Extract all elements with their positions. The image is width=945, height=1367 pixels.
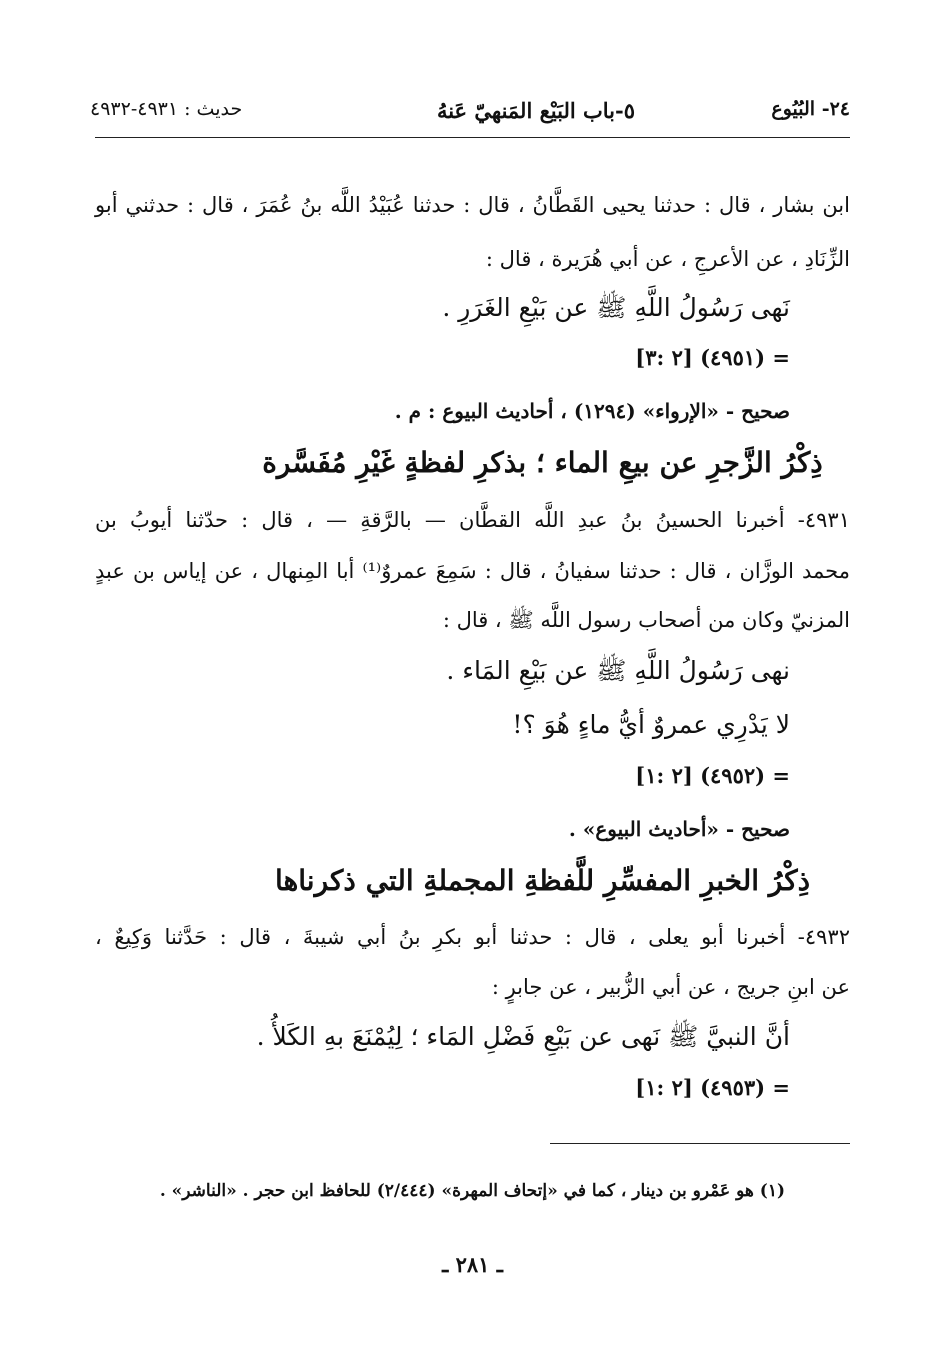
text-line: ابن بشار ، قال : حدثنا يحيى القَطَّانُ ، قال : حدثنا عُبَيْدُ اللَّه بنُ عُمَرَ ، قال : حدثني أبو <box>95 193 850 217</box>
text-line: عن ابنِ جريج ، عن أبي الزُّبير ، عن جابرٍ : <box>491 975 850 999</box>
header-rule <box>95 137 850 138</box>
hadith-quote: أنَّ النبيَّ ﷺ نَهى عن بَيْعِ فَضْلِ المَاء ؛ لِيُمْنَعَ بهِ الكَلأُ . <box>256 1022 790 1051</box>
chapter-title: ٥-باب البَيْع المَنهيّ عَنهُ <box>436 98 635 123</box>
grading-note: صحيح - «أحاديث البيوع» . <box>568 817 790 841</box>
hadith-quote: نهى رَسُولُ اللَّهِ ﷺ عن بَيْعِ المَاء . <box>446 656 790 685</box>
book-title: ٢٤- البُيُوع <box>771 98 850 120</box>
hadith-range: حديث : ٤٩٣١-٤٩٣٢ <box>90 98 243 120</box>
text-line: الزِّنَادِ ، عن الأعرجِ ، عن أبي هُرَيرة ، قال : <box>485 247 850 271</box>
running-header <box>90 98 850 132</box>
text-line: ٤٩٣١- أخبرنا الحسينُ بنُ عبدِ اللَّه القطَّان — بالرَّقةِ — ، قال : حدّثنا أيوبُ بن <box>95 508 850 532</box>
page-number: ـ ٢٨١ ـ <box>442 1252 503 1277</box>
cross-reference: = (٤٩٥٣) [٢ :١] <box>635 1075 790 1100</box>
section-heading: ذِكْرُ الزَّجرِ عن بيعِ الماء ؛ بذكرِ لفظةٍ غَيْرِ مُفَسَّرة <box>262 446 823 479</box>
cross-reference: = (٤٩٥١) [٢ :٣] <box>635 345 790 370</box>
grading-note: صحيح - «الإرواء» (١٢٩٤) ، أحاديث البيوع : م . <box>394 399 790 423</box>
footnote-rule <box>550 1143 850 1144</box>
footnote: (١) هو عَمْرو بن دينار ، كما في «إتحاف المهرة» (٢/٤٤٤) للحافظ ابن حجر . «الناشر» . <box>159 1181 785 1201</box>
section-heading: ذِكْرُ الخبرِ المفسِّرِ للَّفظةِ المجملةِ التي ذكرناها <box>274 864 811 897</box>
hadith-quote: نَهى رَسُولُ اللَّهِ ﷺ عن بَيْعِ الغَرَرِ . <box>442 293 790 322</box>
text-line: محمد الوزَّان ، قال : حدثنا سفيانُ ، قال : سَمِعَ عمروٌ⁽¹⁾ أبا المِنهال ، عن إياس بن عبدٍ <box>95 559 850 583</box>
text-line: المزنيّ وكان من أصحاب رسول اللَّه ﷺ ، قال : <box>442 608 850 632</box>
text-line: ٤٩٣٢- أخبرنا أبو يعلى ، قال : حدثنا أبو بكرِ بنُ أبي شيبةَ ، قال : حَدَّثنا وَكِيعٌ ، <box>95 925 850 949</box>
hadith-quote: لا يَدْرِي عمروٌ أيُّ ماءٍ هُوَ ؟! <box>512 710 790 739</box>
cross-reference: = (٤٩٥٢) [٢ :١] <box>635 763 790 788</box>
